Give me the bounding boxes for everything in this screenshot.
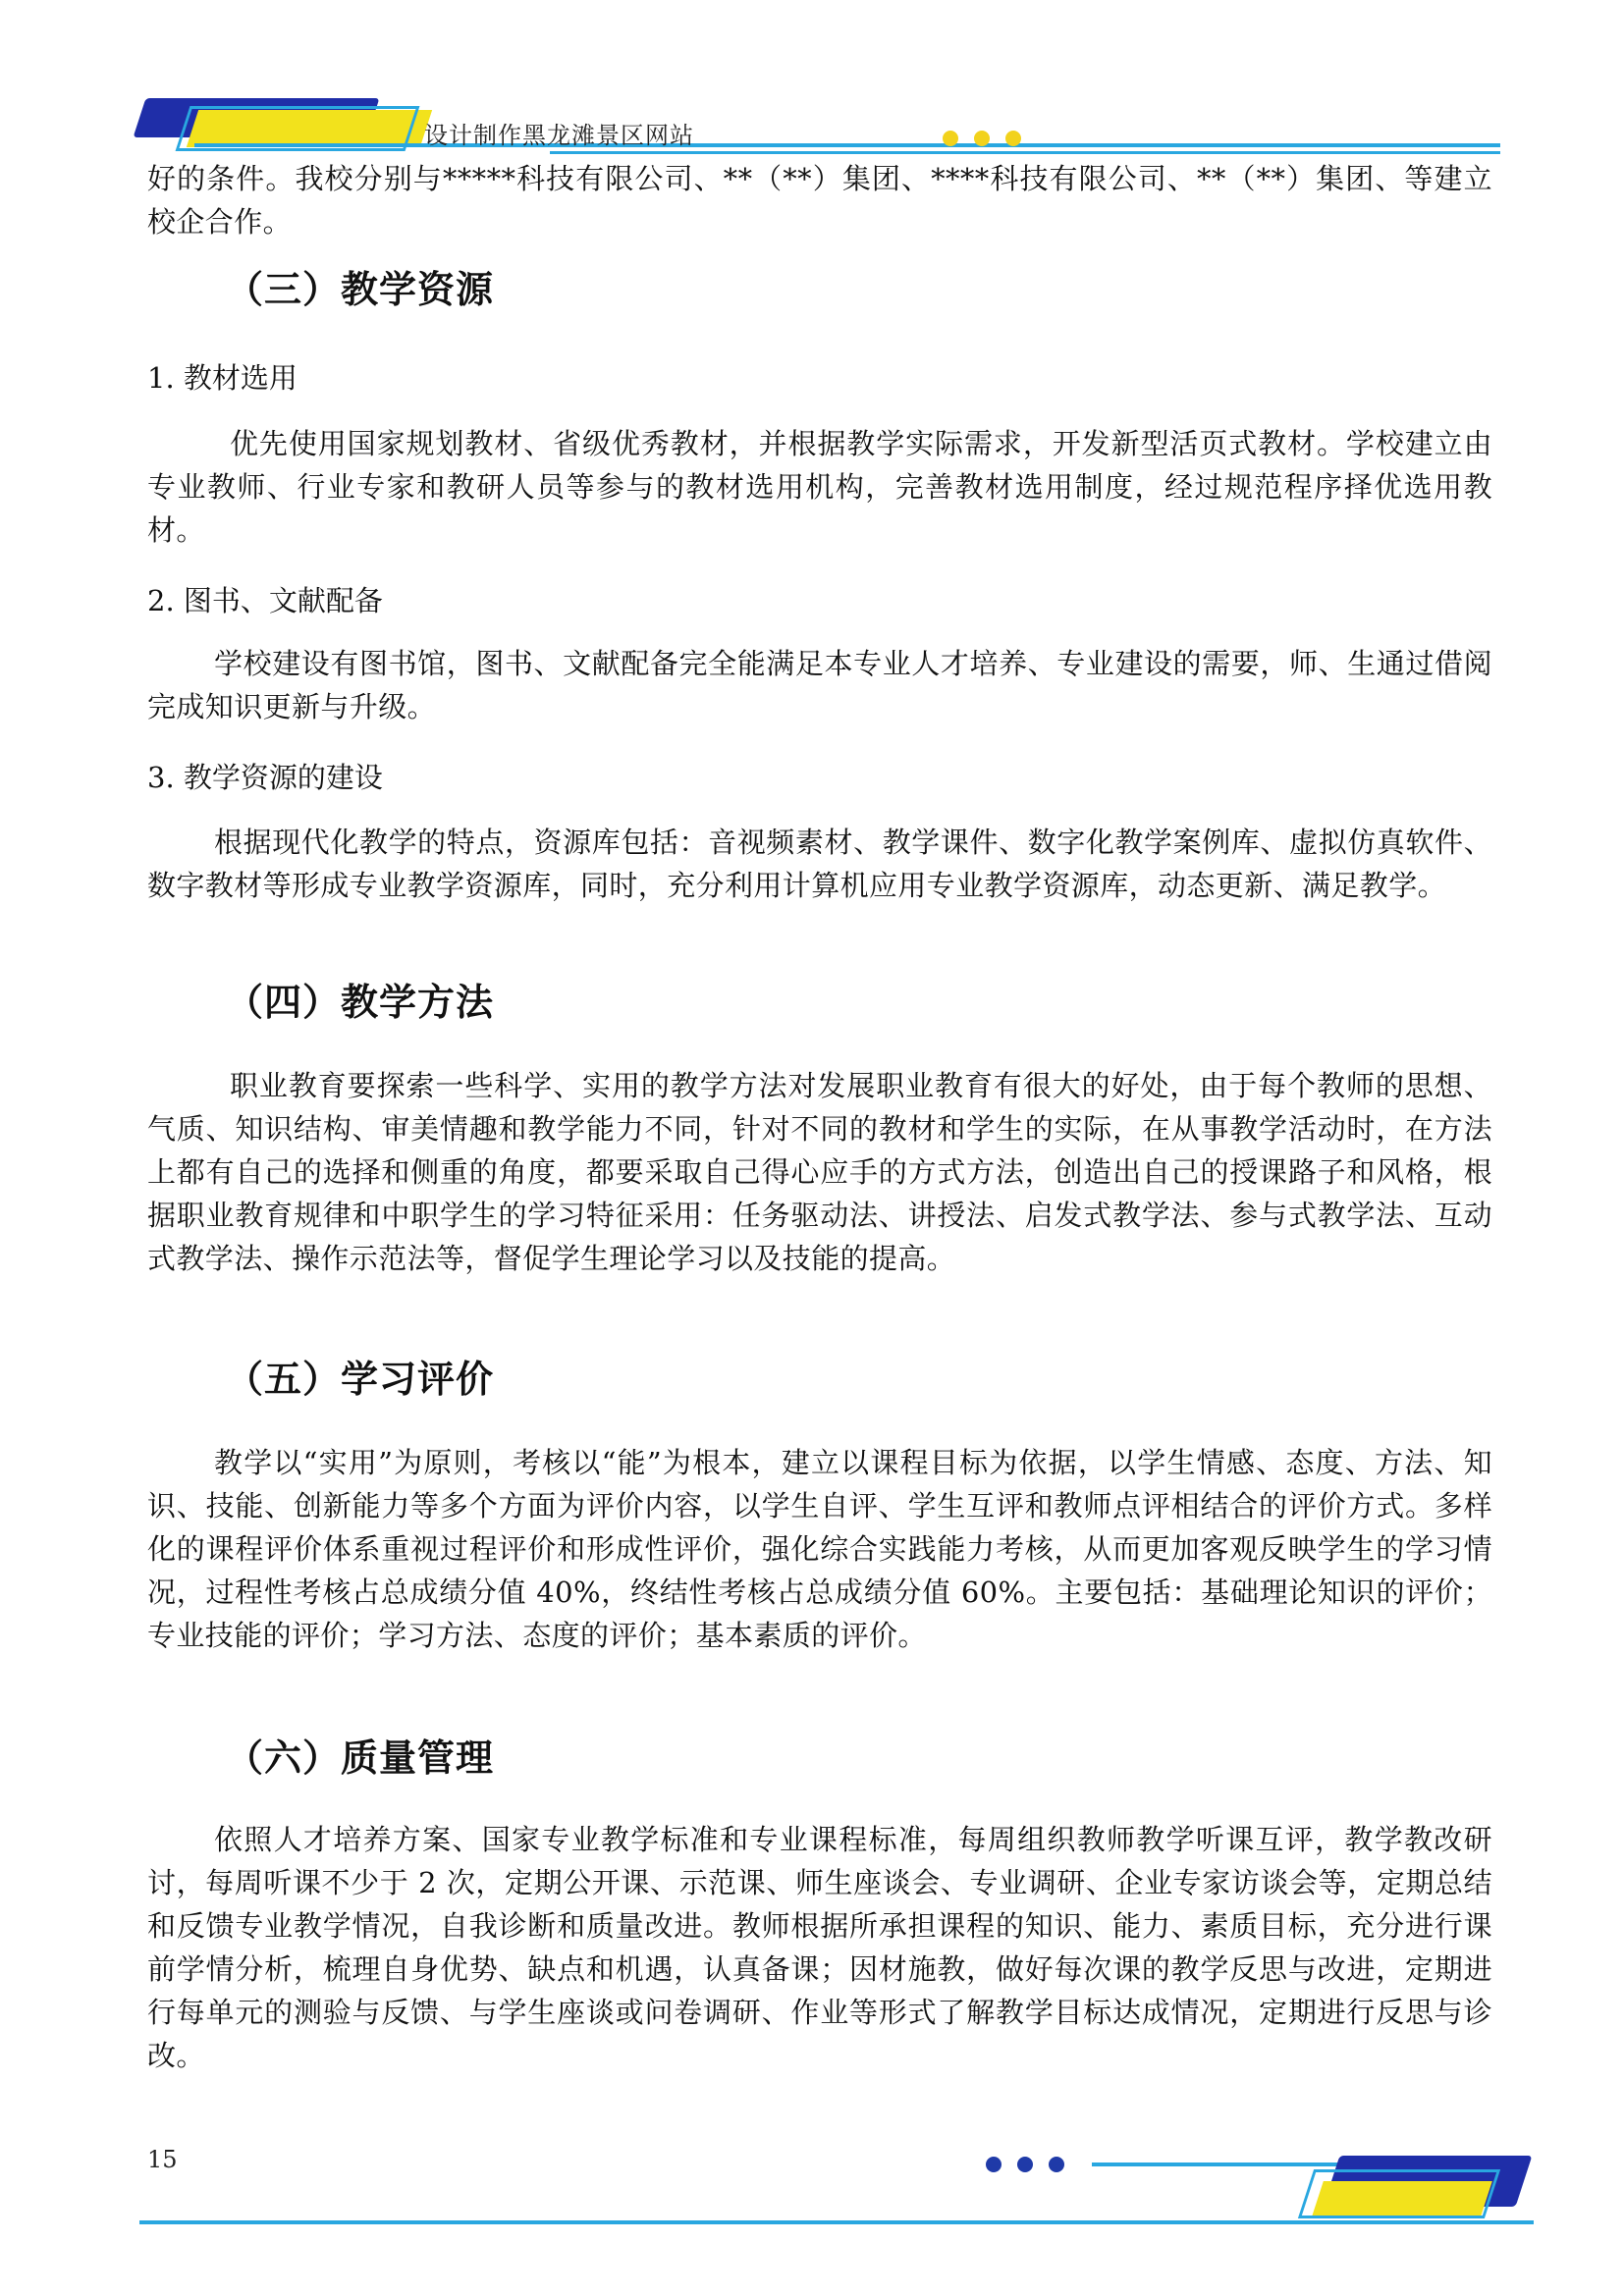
section-heading-3: （三）教学资源 <box>226 268 495 311</box>
section-heading-4: （四）教学方法 <box>226 981 495 1024</box>
subheading-materials: 1. 教材选用 <box>147 361 298 395</box>
paragraph-resources: 根据现代化教学的特点，资源库包括：音视频素材、教学课件、数字化教学案例库、虚拟仿真软件、数字教材等形成专业教学资源库，同时，充分利用计算机应用专业教学资源库，动态更新、满足教学。 <box>147 826 1492 902</box>
section-heading-6: （六）质量管理 <box>226 1736 495 1780</box>
header-dot <box>1005 131 1021 146</box>
footer-dot <box>1049 2157 1064 2172</box>
subheading-resources: 3. 教学资源的建设 <box>147 761 383 794</box>
paragraph-evaluation: 教学以“实用”为原则，考核以“能”为根本，建立以课程目标为依据，以学生情感、态度、方法、知识、技能、创新能力等多个方面为评价内容，以学生自评、学生互评和教师点评相结合的评价方式。多样化的课程评价体系重视过程评价和形成性评价，强化综合实践能力考核，从而更加客观反映学生的学习情况，过程性考核占总成绩分值 40%，终结性考核占总成绩分值 60%。主要包括：基础理论知识的评价；专业技能的评价；学习方法、态度的评价；基本素质的评价。 <box>147 1446 1492 1652</box>
footer-dot <box>986 2157 1001 2172</box>
section-heading-5: （五）学习评价 <box>226 1358 495 1401</box>
paragraph-methods: 职业教育要探索一些科学、实用的教学方法对发展职业教育有很大的好处，由于每个教师的思想、气质、知识结构、审美情趣和教学能力不同，针对不同的教材和学生的实际，在从事教学活动时，在方法上都有自己的选择和侧重的角度，都要采取自己得心应手的方式方法，创造出自己的授课路子和风格，根据职业教育规律和中职学生的学习特征采用：任务驱动法、讲授法、启发式教学法、参与式教学法、互动式教学法、操作示范法等，督促学生理论学习以及技能的提高。 <box>147 1069 1492 1275</box>
page-number: 15 <box>147 2146 178 2173</box>
footer-banner-outline <box>1298 2169 1500 2218</box>
subheading-library: 2. 图书、文献配备 <box>147 584 383 617</box>
paragraph-materials: 优先使用国家规划教材、省级优秀教材，并根据教学实际需求，开发新型活页式教材。学校建立由专业教师、行业专家和教研人员等参与的教材选用机构，完善教材选用制度，经过规范程序择优选用教材。 <box>147 427 1492 547</box>
intro-paragraph: 好的条件。我校分别与*****科技有限公司、**（**）集团、****科技有限公司、**（**）集团、等建立校企合作。 <box>147 162 1492 239</box>
paragraph-quality: 依照人才培养方案、国家专业教学标准和专业课程标准，每周组织教师教学听课互评，教学教改研讨，每周听课不少于 2 次，定期公开课、示范课、师生座谈会、专业调研、企业专家访谈会等，定期总结和反馈专业教学情况，自我诊断和质量改进。教师根据所承担课程的知识、能力、素质目标，充分进行课前学情分析，梳理自身优势、缺点和机遇，认真备课；因材施教，做好每次课的教学反思与改进，定期进行每单元的测验与反馈、与学生座谈或问卷调研、作业等形式了解教学目标达成情况，定期进行反思与诊改。 <box>147 1823 1492 2072</box>
header-rule-secondary <box>550 151 1500 154</box>
running-header-title: 设计制作黑龙滩景区网站 <box>424 122 694 149</box>
paragraph-library: 学校建设有图书馆，图书、文献配备完全能满足本专业人才培养、专业建设的需要，师、生通过借阅完成知识更新与升级。 <box>147 647 1492 723</box>
footer-rule-bottom <box>139 2220 1534 2224</box>
header-dot <box>943 131 958 146</box>
footer-dot <box>1017 2157 1033 2172</box>
header-rule <box>194 143 1500 147</box>
header-dot <box>974 131 990 146</box>
